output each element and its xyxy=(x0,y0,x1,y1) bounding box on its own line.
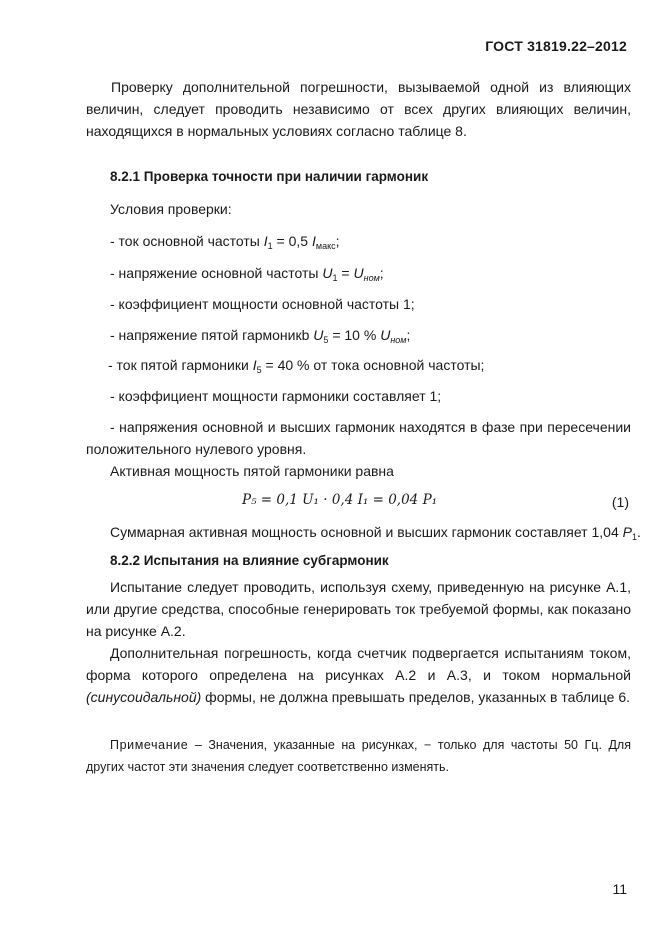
section-8-2-1-title: 8.2.1 Проверка точности при наличии гармоник xyxy=(110,169,429,184)
document-header: ГОСТ 31819.22–2012 xyxy=(485,38,627,54)
condition-phase: - напряжения основной и высших гармоник находятся в фазе при пересечении положительного нулевого уровня. xyxy=(86,419,631,457)
condition-power-factor-harmonic: - коэффициент мощности гармоники составляет 1; xyxy=(110,388,442,404)
conditions-label: Условия проверки: xyxy=(110,201,232,217)
intro-paragraph: Проверку дополнительной погрешности, вызываемой одной из влияющих величин, следует проводить независимо от всех других влияющих величин, находящихся в нормальных условиях согласно таблице 8. xyxy=(86,79,631,139)
condition-voltage-fundamental: - напряжение основной частоты $U_1 = U_{ном}$; xyxy=(110,265,384,283)
condition-current-fifth-harmonic: - ток пятой гармоники $I_5 = 40$ % от тока основной частоты; xyxy=(108,357,485,375)
subharmonics-paragraph-2: Дополнительная погрешность, когда счетчик подвергается испытаниям током, форма которого определена на рисунках А.2 и А.3, и током нормальной (синусоидальной) формы, не должна превышать пределов, указанных в таблице 6. xyxy=(86,645,631,705)
total-power-text: Суммарная активная мощность основной и высших гармоник составляет 1,04 $P_1$. xyxy=(110,524,641,542)
formula-1: P₅ = 0,1 U₁ · 0,4 I₁ = 0,04 P₁ xyxy=(242,492,438,508)
formula-number: (1) xyxy=(611,494,629,510)
condition-power-factor-fundamental: - коэффициент мощности основной частоты 1; xyxy=(110,296,415,312)
active-power-text: Активная мощность пятой гармоники равна xyxy=(110,463,394,479)
note: Примечание – Значения, указанные на рисунках, − только для частоты 50 Гц. Для других частот эти значения следует соответственно изменять. xyxy=(86,738,631,774)
condition-voltage-fifth-harmonic: - напряжение пятой гармоникb $U_5 = 10$ % $U_{ном}$; xyxy=(110,327,411,345)
section-8-2-2-title: 8.2.2 Испытания на влияние субгармоник xyxy=(110,553,389,568)
note-label: Примечание xyxy=(110,738,189,752)
condition-current-fundamental: - ток основной частоты $I_1 = 0,5$ $I_{макс}$; xyxy=(110,233,340,251)
subharmonics-paragraph-1: Испытание следует проводить, используя схему, приведенную на рисунке А.1, или другие средства, способные генерировать ток требуемой формы, как показано на рисунке А.2. xyxy=(86,579,631,639)
page-number: 11 xyxy=(612,881,627,897)
